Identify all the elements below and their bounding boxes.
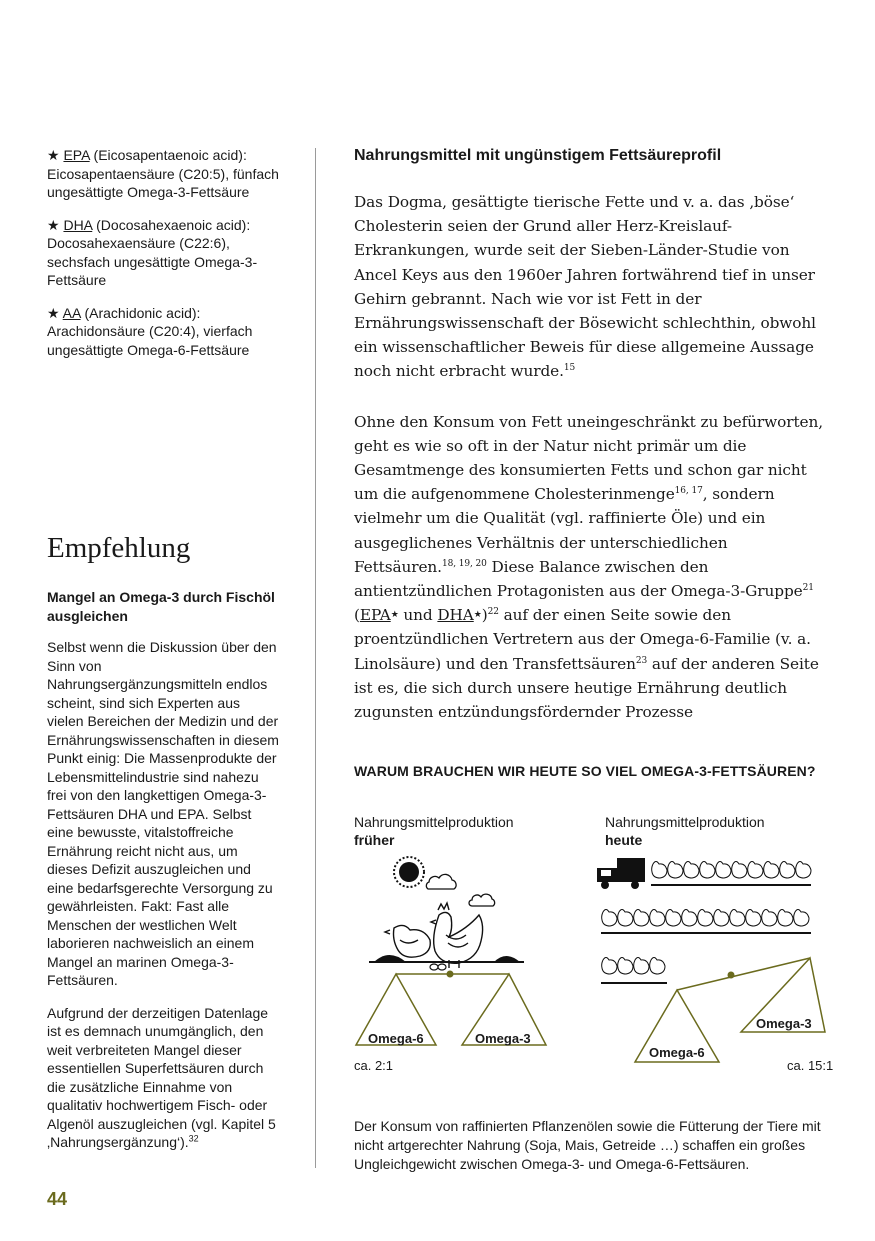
ratio-right: ca. 15:1 bbox=[787, 1058, 834, 1073]
article-paragraph-2 bbox=[354, 410, 824, 725]
left-paragraph-2 bbox=[47, 1004, 279, 1152]
chicken-icon bbox=[602, 910, 617, 927]
chicken-icon bbox=[650, 958, 665, 975]
article-paragraph-1 bbox=[354, 190, 824, 384]
chicken-icon bbox=[732, 862, 747, 879]
chicken-icon bbox=[714, 910, 729, 927]
paragraph-text: ) bbox=[481, 606, 488, 625]
star-icon: ★ bbox=[390, 610, 399, 621]
chicken-icon bbox=[794, 910, 809, 927]
section-subheading: Mangel an Omega-3 durch Fischöl ausgleichen bbox=[47, 589, 275, 624]
label-bold: heute bbox=[605, 832, 643, 848]
section-heading: Empfehlung bbox=[47, 532, 191, 564]
chicken-icon bbox=[652, 862, 667, 879]
chicken-icon bbox=[650, 910, 665, 927]
omega3-label-left: Omega-3 bbox=[475, 1031, 531, 1046]
footnote-ref: 18, 19, 20 bbox=[441, 558, 487, 569]
glossary-abbr: DHA bbox=[63, 216, 93, 233]
column-divider bbox=[315, 148, 316, 1168]
glossary-abbr: AA bbox=[62, 304, 81, 321]
figure-caption: Der Konsum von raffinierten Pflanzenölen sowie die Fütterung der Tiere mit nicht artgerechter Nahrung (Soja, Mais, Getreide …) schaffen ein großes Ungleichgewicht zwischen Omega-3- und Omega-6-Fettsäuren. bbox=[354, 1118, 821, 1172]
illustration-heute bbox=[595, 850, 835, 1065]
paragraph-text: ( bbox=[354, 606, 360, 625]
chicken-icon bbox=[618, 910, 633, 927]
cloud-icon bbox=[426, 874, 494, 906]
label-text: Nahrungsmittelproduktion bbox=[605, 814, 765, 830]
glossary-text: (Docosahexaenoic acid): Docosahexaensäure (C22:6), sechsfach ungesättigte Omega-3-Fettsäure bbox=[47, 216, 258, 288]
footnote-ref: 16, 17 bbox=[674, 486, 703, 497]
chick-icon bbox=[385, 925, 430, 957]
footnote-ref: 15 bbox=[563, 363, 576, 374]
paragraph-text: auf der anderen Seite ist es, die sich durch unsere heutige Ernährung deutlich zugunsten entzündungsfördernder Prozesse bbox=[354, 654, 819, 722]
cage-bar bbox=[601, 932, 811, 934]
footnote-ref: 32 bbox=[188, 1133, 199, 1144]
paragraph-text: und bbox=[398, 606, 438, 625]
left-paragraph-1: Selbst wenn die Diskussion über den Sinn von Nahrungsergänzungsmitteln endlos scheint, sind sich Experten aus vielen Bereichen der Medizin und der Ernährungswissenschaften in diesem Punkt einig: Die Massenprodukte der Lebensmittelindustrie sind nahezu frei von den langkettigen Omega-3-Fettsäuren DHA und EPA. Selbst eine bewusste, vitalstoffreiche Ernährung reicht nicht aus, um dieses Defizit auszugleichen und eine bedarfsgerechte Versorgung zu gewährleisten. Fakt: Fast alle Menschen der westlichen Welt laborieren nachweislich an einem Mangel an marinen Omega-3-Fettsäuren. bbox=[47, 639, 279, 988]
chicken-icon bbox=[700, 862, 715, 879]
hen-icon bbox=[431, 903, 483, 968]
paragraph-text: , sondern vielmehr um die Qualität (vgl. raffinierte Öle) und ein ausgeglichenes Verhältnis der unterschiedlichen Fettsäuren. bbox=[354, 485, 775, 576]
chicken-icon bbox=[634, 910, 649, 927]
chicken-icon bbox=[780, 862, 795, 879]
chicken-icon bbox=[618, 958, 633, 975]
label-heute bbox=[605, 813, 765, 849]
sun-icon bbox=[394, 857, 424, 887]
footnote-ref: 22 bbox=[487, 607, 499, 618]
glossary-item-epa: ★ EPA (Eicosapentaenoic acid): Eicosapentaensäure (C20:5), fünfach ungesättigte Omega-3-Fettsäure bbox=[47, 147, 279, 200]
glossary-item-aa: ★ AA (Arachidonic acid): Arachidonsäure (C20:4), vierfach ungesättigte Omega-6-Fettsäure bbox=[47, 304, 253, 358]
left-paragraph-2-text: Aufgrund der derzeitigen Datenlage ist es demnach unumgänglich, den weit verbreiteten Mangel dieser essentiellen Superfettsäuren durch die zusätzliche Einnahme von qualitativ hochwertigem Fisch- oder Algenöl auszugleichen (vgl. Kapitel 5 ‚Nahrungsergänzung‘). bbox=[47, 1004, 276, 1150]
glossary-abbr: EPA bbox=[63, 147, 90, 163]
article-title: Nahrungsmittel mit ungünstigem Fettsäureprofil bbox=[354, 147, 722, 164]
chicken-icon bbox=[668, 862, 683, 879]
footnote-ref: 23 bbox=[635, 655, 648, 666]
footnote-ref: 21 bbox=[802, 582, 814, 593]
epa-link: EPA bbox=[359, 606, 391, 625]
ratio-left: ca. 2:1 bbox=[354, 1058, 394, 1073]
chicken-icon bbox=[796, 862, 811, 879]
paragraph-text: Ohne den Konsum von Fett uneingeschränkt zu befürworten, geht es wie so oft in der Natur nicht primär um die Gesamtmenge des konsumierten Fetts und schon gar nicht um die aufgenommene Cholesterinmenge bbox=[354, 412, 823, 504]
glossary-text: (Eicosapentaenoic acid): Eicosapentaensäure (C20:5), fünfach ungesättigte Omega-3-Fettsäure bbox=[47, 147, 279, 200]
chicken-icon bbox=[778, 910, 793, 927]
page-number: 44 bbox=[47, 1189, 68, 1209]
chicken-icon bbox=[764, 862, 779, 879]
label-bold: früher bbox=[354, 832, 395, 848]
chicken-icon bbox=[716, 862, 731, 879]
chicken-icon bbox=[666, 910, 681, 927]
chicken-icon bbox=[762, 910, 777, 927]
chicken-icon bbox=[730, 910, 745, 927]
left-body bbox=[47, 638, 279, 1166]
illustration-frueher bbox=[354, 850, 554, 1055]
omega3-label-right: Omega-3 bbox=[756, 1016, 812, 1031]
glossary-text: (Arachidonic acid): Arachidonsäure (C20:4), vierfach ungesättigte Omega-6-Fettsäure bbox=[47, 304, 253, 358]
paragraph-text: auf der einen Seite sowie den proentzündlichen Vertretern aus der Omega-6-Familie (v. a. Linolsäure) und den Transfettsäuren bbox=[354, 606, 811, 673]
chicken-icon bbox=[602, 958, 617, 975]
article-body bbox=[354, 190, 824, 750]
chicken-icon bbox=[698, 910, 713, 927]
chicken-icon bbox=[634, 958, 649, 975]
cage-bar bbox=[601, 982, 667, 984]
paragraph-text: Diese Balance zwischen den antientzündlichen Protagonisten aus der Omega-3-Gruppe bbox=[354, 557, 803, 601]
glossary bbox=[47, 146, 279, 373]
chicken-icon bbox=[746, 910, 761, 927]
paragraph-text: Das Dogma, gesättigte tierische Fette und v. a. das ‚böse‘ Cholesterin seien der Grund aller Herz-Kreislauf-Erkrankungen, wurde seit der Sieben-Länder-Studie von Ancel Keys aus den 1960er Jahren fortwährend tief in unser Gehirn gebrannt. Nach wie vor ist Fett in der Ernährungswissenschaft der Bösewicht schlechthin, obwohl ein wissenschaftlicher Beweis für diese allgemeine Aussage noch nicht erbracht wurde. bbox=[354, 193, 816, 381]
omega6-label-right: Omega-6 bbox=[649, 1045, 705, 1060]
star-icon: ★ bbox=[473, 610, 482, 621]
glossary-item-dha: ★ DHA (Docosahexaenoic acid): Docosahexaensäure (C22:6), sechsfach ungesättigte Omega-3-Fettsäure bbox=[47, 216, 258, 288]
label-frueher bbox=[354, 813, 514, 849]
dha-link: DHA bbox=[437, 606, 474, 625]
figure-title: WARUM BRAUCHEN WIR HEUTE SO VIEL OMEGA-3-FETTSÄUREN? bbox=[354, 763, 816, 779]
chicken-icon bbox=[682, 910, 697, 927]
label-text: Nahrungsmittelproduktion bbox=[354, 814, 514, 830]
cage-bar bbox=[651, 884, 811, 886]
chicken-icon bbox=[684, 862, 699, 879]
eggs-icon bbox=[430, 964, 446, 970]
chicken-icon bbox=[748, 862, 763, 879]
omega6-label-left: Omega-6 bbox=[368, 1031, 424, 1046]
truck-icon bbox=[597, 858, 645, 889]
